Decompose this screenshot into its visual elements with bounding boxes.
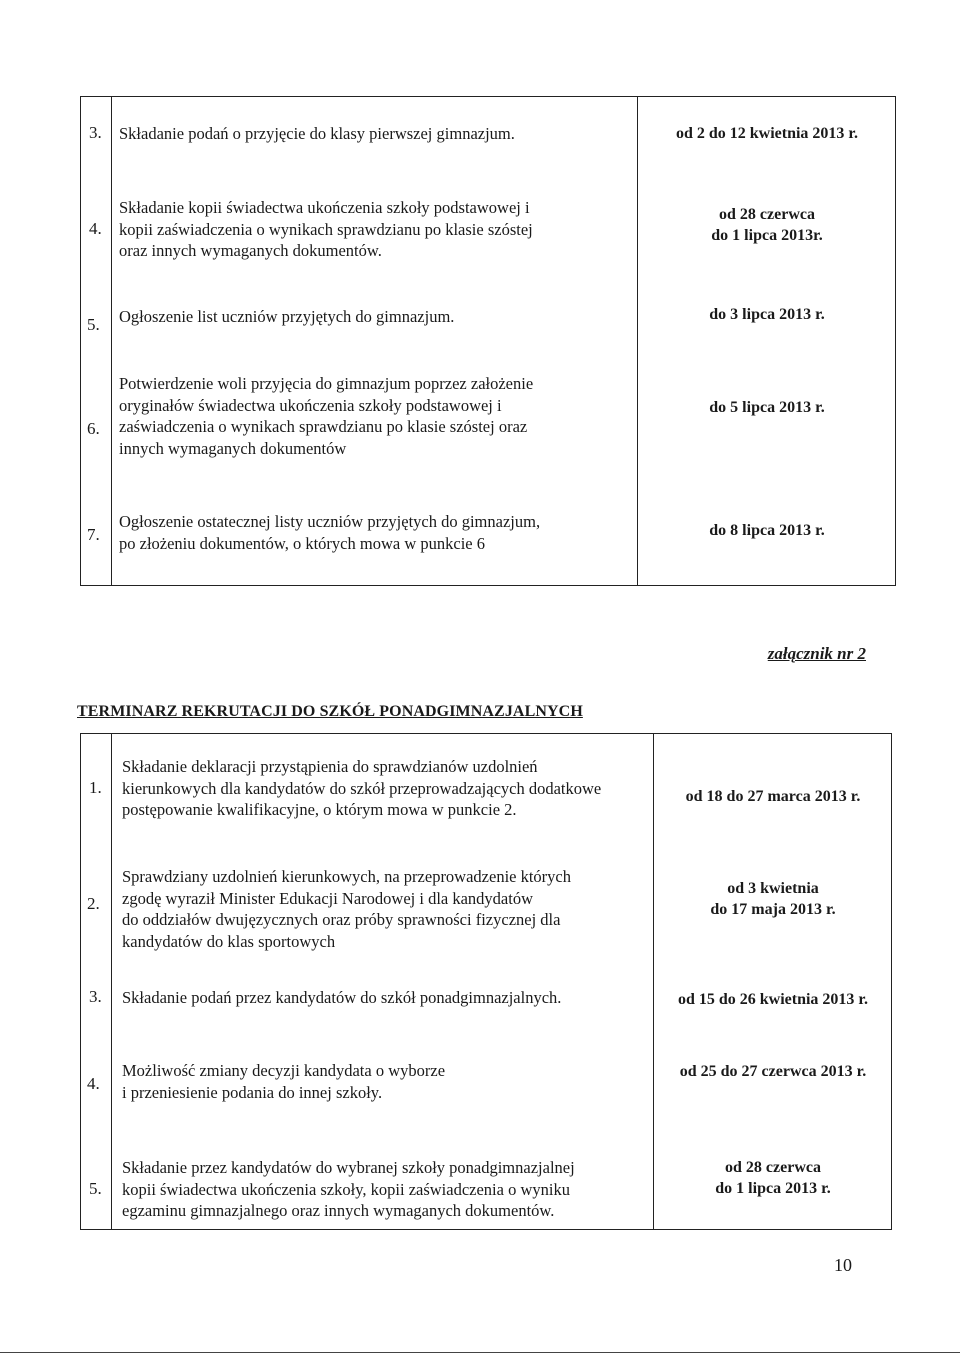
row-date: od 18 do 27 marca 2013 r. [685,788,861,805]
table-row [81,297,895,347]
row-number: 5. [87,315,100,334]
table-row [81,834,891,954]
row-date: do 5 lipca 2013 r. [709,399,825,416]
table-row [81,363,895,463]
table-row [81,507,895,577]
page-number: 10 [834,1255,852,1275]
schedule-table-ponadgimnazjalne [80,733,892,1230]
row-description: Składanie podań o przyjęcie do klasy pierwszej gimnazjum. [119,124,515,143]
row-number: 3. [89,123,102,142]
table-row [81,97,895,187]
row-number: 5. [89,1179,102,1198]
annex-label: załącznik nr 2 [767,644,866,663]
row-number: 1. [89,778,102,797]
row-date: od 2 do 12 kwietnia 2013 r. [675,125,859,142]
table-row [81,734,891,829]
row-number: 6. [87,419,100,438]
row-date: od 28 czerwca do 1 lipca 2013r. [711,206,823,244]
schedule-table-gimnazjum [80,96,896,586]
row-date: do 3 lipca 2013 r. [709,306,825,323]
row-description: Składanie przez kandydatów do wybranej szkoły ponadgimnazjalnej kopii świadectwa ukończenia szkoły, kopii zaświadczenia o wyniku egzaminu gimnazjalnego oraz innych wymaganych dokumentów. [122,1158,575,1220]
row-date: od 28 czerwca do 1 lipca 2013 r. [715,1159,831,1197]
row-date: do 8 lipca 2013 r. [709,522,825,539]
row-number: 7. [87,525,100,544]
row-date: od 15 do 26 kwietnia 2013 r. [677,991,869,1008]
row-description: Sprawdziany uzdolnień kierunkowych, na przeprowadzenie których zgodę wyraził Minister Edukacji Narodowej i dla kandydatów do oddziałów dwujęzycznych oraz próby sprawności fizycznej dla kandydatów do klas sportowych [122,867,572,951]
row-description: Możliwość zmiany decyzji kandydata o wyborze i przeniesienie podania do innej szkoły. [122,1061,446,1102]
row-number: 2. [87,894,100,913]
row-number: 4. [89,219,102,238]
row-description: Składanie podań przez kandydatów do szkół ponadgimnazjalnych. [122,988,562,1007]
table-row [81,195,895,275]
row-description: Potwierdzenie woli przyjęcia do gimnazjum poprzez założenie oryginałów świadectwa ukończenia szkoły podstawowej i zaświadczenia o wynikach sprawdzianu po klasie szóstej oraz innych wymaganych dokumentów [119,374,534,458]
page-bottom-rule [0,1352,960,1353]
row-date: od 25 do 27 czerwca 2013 r. [679,1063,867,1080]
table-row [81,974,891,1014]
table-row [81,1148,891,1228]
row-description: Ogłoszenie list uczniów przyjętych do gimnazjum. [119,307,455,326]
row-description: Składanie kopii świadectwa ukończenia szkoły podstawowej i kopii zaświadczenia o wynikach sprawdzianu po klasie szóstej oraz innych wymaganych dokumentów. [119,198,533,260]
row-description: Składanie deklaracji przystąpienia do sprawdzianów uzdolnień kierunkowych dla kandydatów do szkół przeprowadzających dodatkowe postępowanie kwalifikacyjne, o którym mowa w punkcie 2. [122,757,602,819]
section-title: TERMINARZ REKRUTACJI DO SZKÓŁ PONADGIMNAZJALNYCH [77,703,583,720]
row-number: 4. [87,1074,100,1093]
row-description: Ogłoszenie ostatecznej listy uczniów przyjętych do gimnazjum, po złożeniu dokumentów, o których mowa w punkcie 6 [119,512,541,553]
table-row [81,1044,891,1114]
row-number: 3. [89,987,102,1006]
row-date: od 3 kwietnia do 17 maja 2013 r. [710,880,836,918]
